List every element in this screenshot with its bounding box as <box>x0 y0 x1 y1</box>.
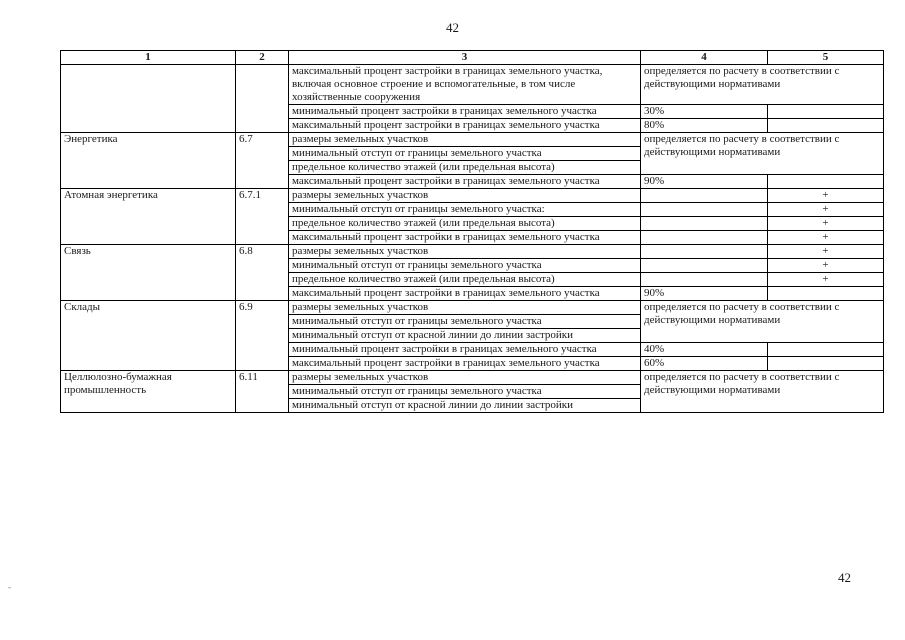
margin-mark: - <box>8 582 11 592</box>
value-cell-4: 90% <box>641 287 768 301</box>
value-cell-4 <box>641 203 768 217</box>
parameter-cell: предельное количество этажей (или предельная высота) <box>289 217 641 231</box>
land-use-name: Энергетика <box>61 133 236 189</box>
value-cell-4 <box>641 273 768 287</box>
value-cell-4: 40% <box>641 343 768 357</box>
land-use-name: Связь <box>61 245 236 301</box>
value-cell-4 <box>641 231 768 245</box>
page-number-bottom: 42 <box>838 570 851 585</box>
value-cell-4: 90% <box>641 175 768 189</box>
value-cell-5 <box>768 175 884 189</box>
value-cell-5 <box>768 357 884 371</box>
table-row <box>61 133 884 147</box>
land-use-code: 6.7.1 <box>236 189 289 245</box>
parameter-cell: максимальный процент застройки в границах земельного участка <box>289 287 641 301</box>
parameter-cell: предельное количество этажей (или предельная высота) <box>289 161 641 175</box>
land-use-name <box>61 65 236 133</box>
table-row <box>61 371 884 385</box>
parameter-cell: размеры земельных участков <box>289 133 641 147</box>
table-body <box>61 65 884 413</box>
page-number-top: 42 <box>446 20 459 35</box>
table-row <box>61 65 884 105</box>
table-row <box>61 245 884 259</box>
value-cell-5: + <box>768 217 884 231</box>
header-row <box>61 51 884 65</box>
value-cell-5 <box>768 343 884 357</box>
column-header: 5 <box>768 51 884 65</box>
land-use-name: Склады <box>61 301 236 371</box>
value-merged-cell: определяется по расчету в соответствии с действующими нормативами <box>641 371 884 413</box>
parameter-cell: минимальный отступ от красной линии до линии застройки <box>289 399 641 413</box>
value-cell-5: + <box>768 273 884 287</box>
parameter-cell: размеры земельных участков <box>289 189 641 203</box>
value-cell-4 <box>641 245 768 259</box>
value-cell-4 <box>641 189 768 203</box>
land-use-name: Атомная энергетика <box>61 189 236 245</box>
parameter-cell: минимальный отступ от границы земельного участка <box>289 259 641 273</box>
column-header: 3 <box>289 51 641 65</box>
parameter-cell: максимальный процент застройки в границах земельного участка <box>289 231 641 245</box>
value-cell-5: + <box>768 231 884 245</box>
zoning-parameters-table <box>60 50 884 413</box>
parameter-cell: минимальный отступ от красной линии до линии застройки <box>289 329 641 343</box>
column-header: 2 <box>236 51 289 65</box>
land-use-name: Целлюлозно-бумажная промышленность <box>61 371 236 413</box>
value-merged-cell: определяется по расчету в соответствии с действующими нормативами <box>641 65 884 105</box>
land-use-code: 6.11 <box>236 371 289 413</box>
parameter-cell: предельное количество этажей (или предельная высота) <box>289 273 641 287</box>
parameter-cell: максимальный процент застройки в границах земельного участка <box>289 357 641 371</box>
value-cell-5 <box>768 119 884 133</box>
parameter-cell: размеры земельных участков <box>289 245 641 259</box>
value-cell-5: + <box>768 189 884 203</box>
parameter-cell: минимальный отступ от границы земельного участка: <box>289 203 641 217</box>
parameter-cell: минимальный отступ от границы земельного участка <box>289 315 641 329</box>
land-use-code: 6.7 <box>236 133 289 189</box>
land-use-code: 6.8 <box>236 245 289 301</box>
parameter-cell: минимальный отступ от границы земельного участка <box>289 147 641 161</box>
value-merged-cell: определяется по расчету в соответствии с действующими нормативами <box>641 301 884 343</box>
table-row <box>61 189 884 203</box>
parameter-cell: максимальный процент застройки в границах земельного участка <box>289 119 641 133</box>
value-cell-4: 80% <box>641 119 768 133</box>
value-cell-5 <box>768 287 884 301</box>
parameter-cell: размеры земельных участков <box>289 371 641 385</box>
column-header: 1 <box>61 51 236 65</box>
value-cell-4: 30% <box>641 105 768 119</box>
value-cell-4 <box>641 217 768 231</box>
column-header: 4 <box>641 51 768 65</box>
value-cell-5: + <box>768 245 884 259</box>
value-cell-4: 60% <box>641 357 768 371</box>
value-cell-5: + <box>768 203 884 217</box>
parameter-cell: максимальный процент застройки в границах земельного участка <box>289 175 641 189</box>
parameter-cell: размеры земельных участков <box>289 301 641 315</box>
table-row <box>61 301 884 315</box>
value-cell-4 <box>641 259 768 273</box>
parameter-cell: максимальный процент застройки в границах земельного участка, включая основное строение и вспомогательные, в том числе хозяйственные сооружения <box>289 65 641 105</box>
value-cell-5 <box>768 105 884 119</box>
parameter-cell: минимальный процент застройки в границах земельного участка <box>289 105 641 119</box>
parameter-cell: минимальный отступ от границы земельного участка <box>289 385 641 399</box>
land-use-code <box>236 65 289 133</box>
land-use-code: 6.9 <box>236 301 289 371</box>
value-merged-cell: определяется по расчету в соответствии с действующими нормативами <box>641 133 884 175</box>
value-cell-5: + <box>768 259 884 273</box>
parameter-cell: минимальный процент застройки в границах земельного участка <box>289 343 641 357</box>
